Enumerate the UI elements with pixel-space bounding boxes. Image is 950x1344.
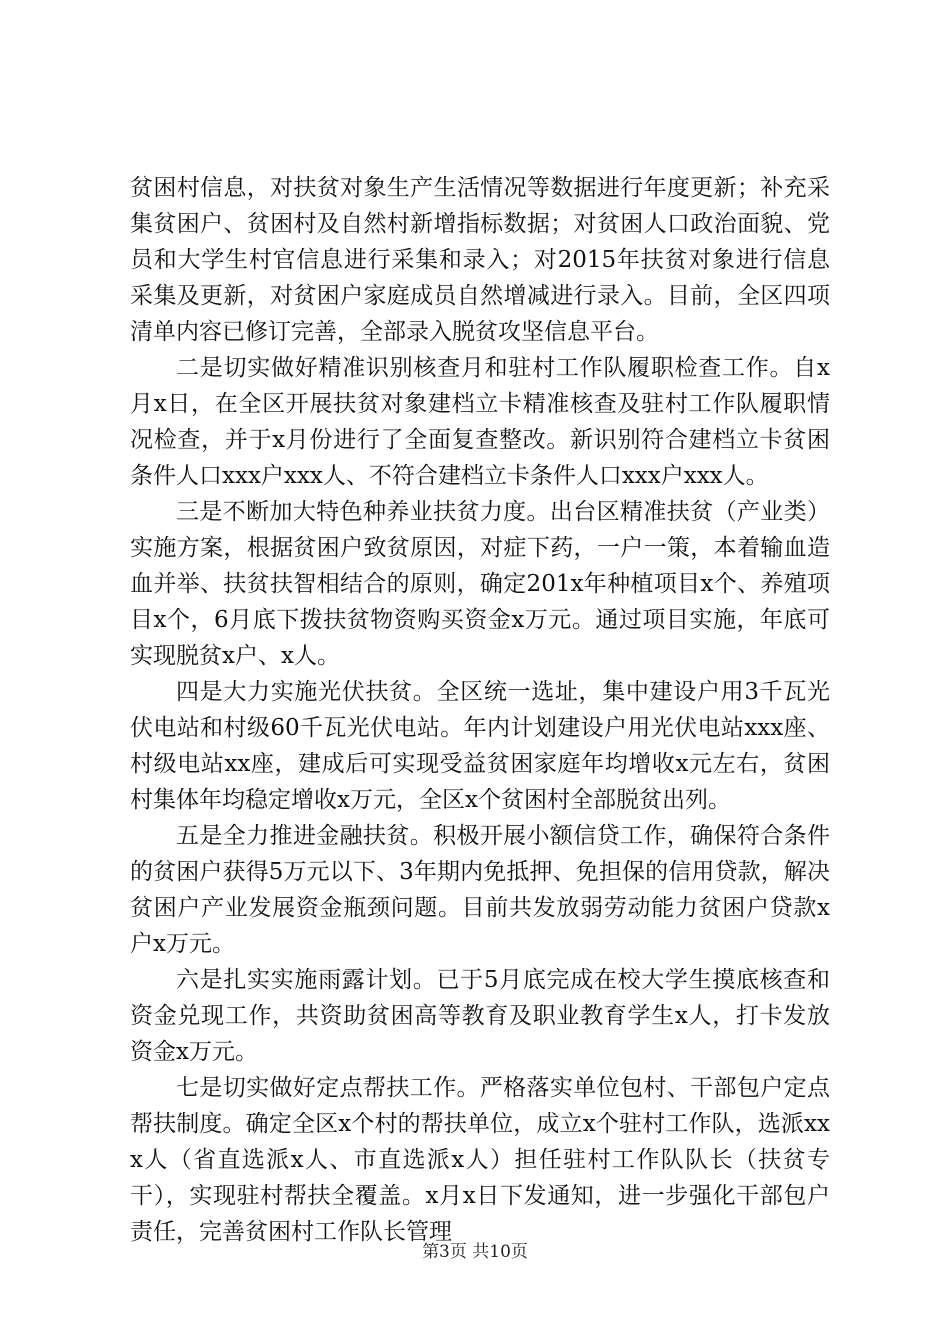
page-footer: 第3页 共10页 (422, 1242, 528, 1262)
paragraph-item-3: 三是不断加大特色种养业扶贫力度。出台区精准扶贫（产业类）实施方案，根据贫困户致贫原因，对症下药，一户一策，本着输血造血并举、扶贫扶智相结合的原则，确定201x年种植项目x个、养殖项目x个，6月底下拨扶贫物资购买资金x万元。通过项目实施，年底可实现脱贫x户、x人。 (130, 499, 830, 669)
paragraph-continued: 贫困村信息，对扶贫对象生产生活情况等数据进行年度更新；补充采集贫困户、贫困村及自然村新增指标数据；对贫困人口政治面貌、党员和大学生村官信息进行采集和录入；对2015年扶贫对象进行信息采集及更新，对贫困户家庭成员自然增减进行录入。目前，全区四项清单内容已修订完善，全部录入脱贫攻坚信息平台。 (130, 175, 830, 345)
paragraph-item-5: 五是全力推进金融扶贫。积极开展小额信贷工作，确保符合条件的贫困户获得5万元以下、3年期内免抵押、免担保的信用贷款，解决贫困户产业发展资金瓶颈问题。目前共发放弱劳动能力贫困户贷款x户x万元。 (130, 823, 830, 957)
paragraph-item-4: 四是大力实施光伏扶贫。全区统一选址，集中建设户用3千瓦光伏电站和村级60千瓦光伏电站。年内计划建设户用光伏电站xxx座、村级电站xx座，建成后可实现受益贫困家庭年均增收x元左右，贫困村集体年均稳定增收x万元，全区x个贫困村全部脱贫出列。 (130, 679, 830, 813)
paragraph-item-7: 七是切实做好定点帮扶工作。严格落实单位包村、干部包户定点帮扶制度。确定全区x个村的帮扶单位，成立x个驻村工作队，选派xxx人（省直选派x人、市直选派x人）担任驻村工作队队长（扶贫专干），实现驻村帮扶全覆盖。x月x日下发通知，进一步强化干部包户责任，完善贫困村工作队长管理 (130, 1075, 830, 1245)
paragraph-item-6: 六是扎实实施雨露计划。已于5月底完成在校大学生摸底核查和资金兑现工作，共资助贫困高等教育及职业教育学生x人，打卡发放资金x万元。 (130, 967, 830, 1065)
document-body (130, 170, 830, 1250)
paragraph-item-2: 二是切实做好精准识别核查月和驻村工作队履职检查工作。自x月x日，在全区开展扶贫对象建档立卡精准核查及驻村工作队履职情况检查，并于x月份进行了全面复查整改。新识别符合建档立卡贫困条件人口xxx户xxx人、不符合建档立卡条件人口xxx户xxx人。 (130, 355, 830, 489)
